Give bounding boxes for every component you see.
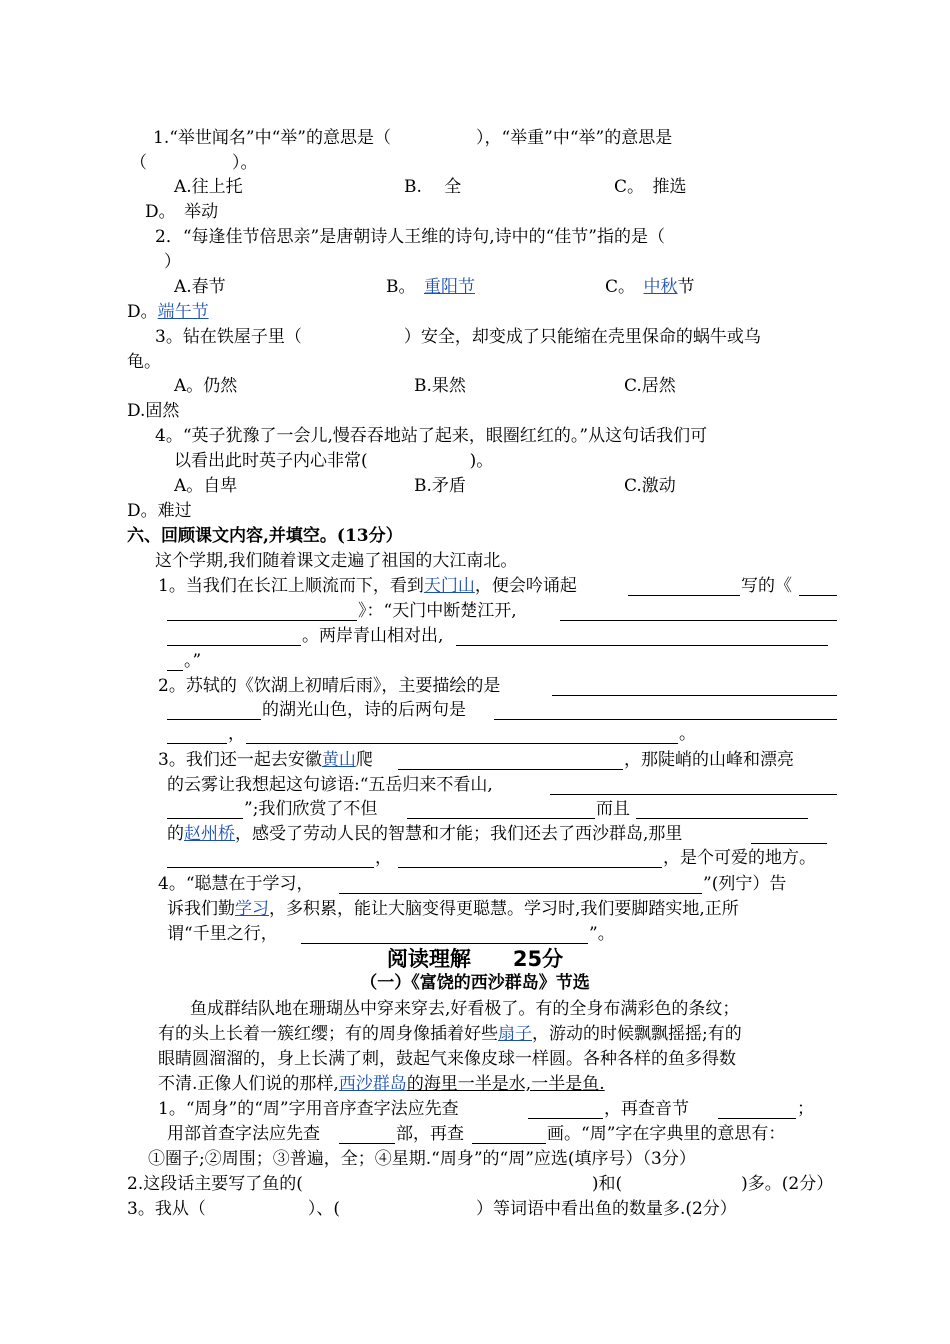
rq1-line1b: ，再查音节: [604, 1099, 689, 1119]
reading-p4-underlined: 的海里一半是水,一半是鱼.: [406, 1074, 605, 1094]
s6-item3-line1: [158, 748, 373, 772]
q4-option-c: C.激动: [624, 476, 676, 496]
rq1-line2a: 用部首查字法应先查: [167, 1124, 320, 1144]
q3-option-c: C.居然: [624, 376, 676, 396]
s6-item4-l2-link[interactable]: 学习: [235, 899, 269, 919]
s6-item2-comma: ，: [228, 724, 245, 744]
s6-item4-line3: 谓“千里之行，: [167, 924, 278, 944]
q2-option-c-link[interactable]: 中秋: [643, 277, 678, 297]
blank-line[interactable]: [718, 1118, 796, 1119]
s6-item3-line1-end: ，那陡峭的山峰和漂亮: [624, 750, 794, 770]
q2-option-d-link[interactable]: 端午节: [157, 302, 209, 322]
s6-item4-line3-end: ”。: [589, 924, 615, 944]
q2-option-b-prefix: B。: [386, 277, 424, 297]
s6-item4-line1: 4。“聪慧在于学习，: [158, 874, 314, 894]
s6-item4-l2-pre: 诉我们勤: [167, 899, 235, 919]
s6-item3-text2: 爬: [355, 750, 373, 770]
q4-option-a: A。自卑: [174, 476, 238, 496]
s6-item4-line1-end: ”(列宁）告: [703, 874, 787, 894]
q2-option-b: [386, 275, 475, 299]
q2-option-c-prefix: C。: [605, 277, 644, 297]
reading-p2-end: ，游动的时候飘飘摇摇;有的: [532, 1024, 742, 1044]
blank-line[interactable]: [552, 695, 837, 696]
reading-paragraph-line3: 眼睛圆溜溜的，身上长满了刺，鼓起气来像皮球一样圆。各种各样的鱼多得数: [158, 1049, 736, 1069]
blank-line[interactable]: [407, 818, 595, 819]
q3-line2: 龟。: [127, 352, 161, 372]
blank-line[interactable]: [167, 645, 301, 646]
s6-item3-line3a: ”;我们欣赏了不但: [244, 799, 378, 819]
q3-option-d: D.固然: [127, 401, 180, 421]
s6-item1-line3: 。两岸青山相对出,: [302, 626, 444, 646]
s6-item3-l4-link[interactable]: 赵州桥: [184, 824, 235, 844]
reading-p4-link[interactable]: 西沙群岛: [338, 1074, 407, 1094]
q2-line2: ）: [164, 252, 181, 272]
blank-line[interactable]: [167, 867, 374, 868]
blank-line[interactable]: [167, 743, 227, 744]
blank-line[interactable]: [398, 769, 623, 770]
blank-line[interactable]: [339, 893, 702, 894]
blank-line[interactable]: [550, 794, 837, 795]
q2-line1: 2．“每逢佳节倍思亲”是唐朝诗人王维的诗句,诗中的“佳节”指的是（: [155, 227, 665, 247]
s6-item4-line2: [167, 897, 739, 921]
reading-p2-pre: 有的头上长着一簇红缨；有的周身像插着好些: [158, 1024, 498, 1044]
s6-item2-line1: 2。苏轼的《饮湖上初晴后雨》，主要描绘的是: [158, 676, 501, 696]
blank-line[interactable]: [456, 645, 828, 646]
q2-option-d-prefix: D。: [127, 302, 158, 322]
q3-option-b: B.果然: [414, 376, 466, 396]
s6-item4-l2-mid: ，多积累，能让大脑变得更聪慧。学习时,我们要脚踏实地,正所: [269, 899, 739, 919]
s6-item3-line2: 的云雾让我想起这句谚语:“五岳归来不看山,: [167, 775, 493, 795]
blank-line[interactable]: [472, 1143, 546, 1144]
s6-item3-l4-pre: 的: [167, 824, 184, 844]
s6-item1-line1: [158, 574, 577, 598]
q1-option-c: C。 推选: [614, 177, 687, 197]
q2-option-c: [605, 275, 695, 299]
s6-item2-end: 。: [679, 724, 696, 744]
q1-line1: 1.“举世闻名”中“举”的意思是（ ），“举重”中“举”的意思是: [153, 128, 673, 148]
blank-line[interactable]: [494, 719, 837, 720]
reading-paragraph-line4: [158, 1072, 605, 1096]
s6-item3-line3b: 而且: [596, 799, 630, 819]
rq1-line1a: 1。“周身”的“周”字用音序查字法应先查: [158, 1099, 459, 1119]
rq1-line2b: 部，再查: [396, 1124, 464, 1144]
rq1-line3: ①圈子;②周围；③普遍，全；④星期.“周身”的“周”应选(填序号）（3分）: [148, 1149, 696, 1169]
blank-line[interactable]: [560, 620, 837, 621]
q1-option-b: B. 全: [404, 177, 462, 197]
rq3: 3。我从（ ）、( ）等词语中看出鱼的数量多.(2分）: [127, 1199, 737, 1219]
blank-line[interactable]: [636, 818, 808, 819]
blank-line[interactable]: [398, 867, 662, 868]
s6-item3-text: 3。我们还一起去安徽: [158, 750, 322, 770]
q4-line2: 以看出此时英子内心非常( )。: [174, 451, 494, 471]
q1-option-a: A.往上托: [174, 177, 243, 197]
s6-item1-line4: 。”: [184, 651, 202, 671]
q4-option-b: B.矛盾: [414, 476, 466, 496]
s6-item1-text: 1。当我们在长江上顺流而下，看到: [158, 576, 424, 596]
s6-item1-link[interactable]: 天门山: [423, 576, 475, 596]
blank-line[interactable]: [167, 670, 183, 671]
q2-option-c-suffix: 节: [677, 277, 695, 297]
blank-line[interactable]: [167, 818, 243, 819]
s6-item2-line2: 的湖光山色，诗的后两句是: [262, 700, 466, 720]
q2-option-a: A.春节: [174, 277, 226, 297]
s6-item1-mid: ，便会吟诵起: [474, 576, 577, 596]
q2-option-b-link[interactable]: 重阳节: [424, 277, 475, 297]
q1-option-d: D。 举动: [145, 202, 219, 222]
q4-option-d: D。难过: [127, 501, 192, 521]
reading-title: 阅读理解 25分: [386, 947, 564, 971]
blank-line[interactable]: [528, 1118, 603, 1119]
rq1-line2c: 画。“周”字在字典里的意思有：: [547, 1124, 786, 1144]
blank-line[interactable]: [751, 843, 827, 844]
q2-option-d: [127, 300, 209, 324]
q1-line2: （ ）。: [130, 153, 258, 173]
s6-item1-line2: 》：“天门中断楚江开,: [358, 601, 517, 621]
s6-item3-line4: [167, 822, 682, 846]
q4-line1: 4。“英子犹豫了一会儿,慢吞吞地站了起来，眼圈红红的。”从这句话我们可: [155, 426, 708, 446]
s6-item3-link[interactable]: 黄山: [321, 750, 356, 770]
blank-line[interactable]: [246, 743, 678, 744]
blank-line[interactable]: [167, 620, 357, 621]
blank-line[interactable]: [339, 1143, 395, 1144]
blank-line[interactable]: [799, 595, 837, 596]
s6-item3-l4-mid: ，感受了劳动人民的智慧和才能；我们还去了西沙群岛,那里: [235, 824, 683, 844]
rq1-line1c: ；: [797, 1099, 814, 1119]
blank-line[interactable]: [628, 595, 740, 596]
q3-option-a: A。仍然: [174, 376, 238, 396]
q3-line1: 3。钻在铁屋子里（ ）安全，却变成了只能缩在壳里保命的蜗牛或乌: [155, 327, 761, 347]
blank-line[interactable]: [167, 719, 261, 720]
rq2: 2.这段话主要写了鱼的( )和( )多。(2分）: [127, 1174, 834, 1194]
reading-p2-link[interactable]: 扇子: [498, 1024, 532, 1044]
blank-line[interactable]: [301, 943, 588, 944]
reading-paragraph-line1: 鱼成群结队地在珊瑚丛中穿来穿去,好看极了。有的全身布满彩色的条纹；: [190, 999, 740, 1019]
s6-item3-line5-end: ，是个可爱的地方。: [663, 848, 816, 868]
reading-p4-pre: 不清.正像人们说的那样,: [158, 1074, 339, 1094]
section6-intro: 这个学期,我们随着课文走遍了祖国的大江南北。: [155, 551, 518, 571]
s6-item1-mid2: 写的《: [741, 576, 792, 596]
section6-heading: 六、回顾课文内容,并填空。(13分）: [127, 526, 403, 546]
s6-item3-comma: ，: [375, 848, 392, 868]
reading-subtitle: （一）《富饶的西沙群岛》节选: [360, 973, 590, 993]
reading-paragraph-line2: [158, 1022, 742, 1046]
